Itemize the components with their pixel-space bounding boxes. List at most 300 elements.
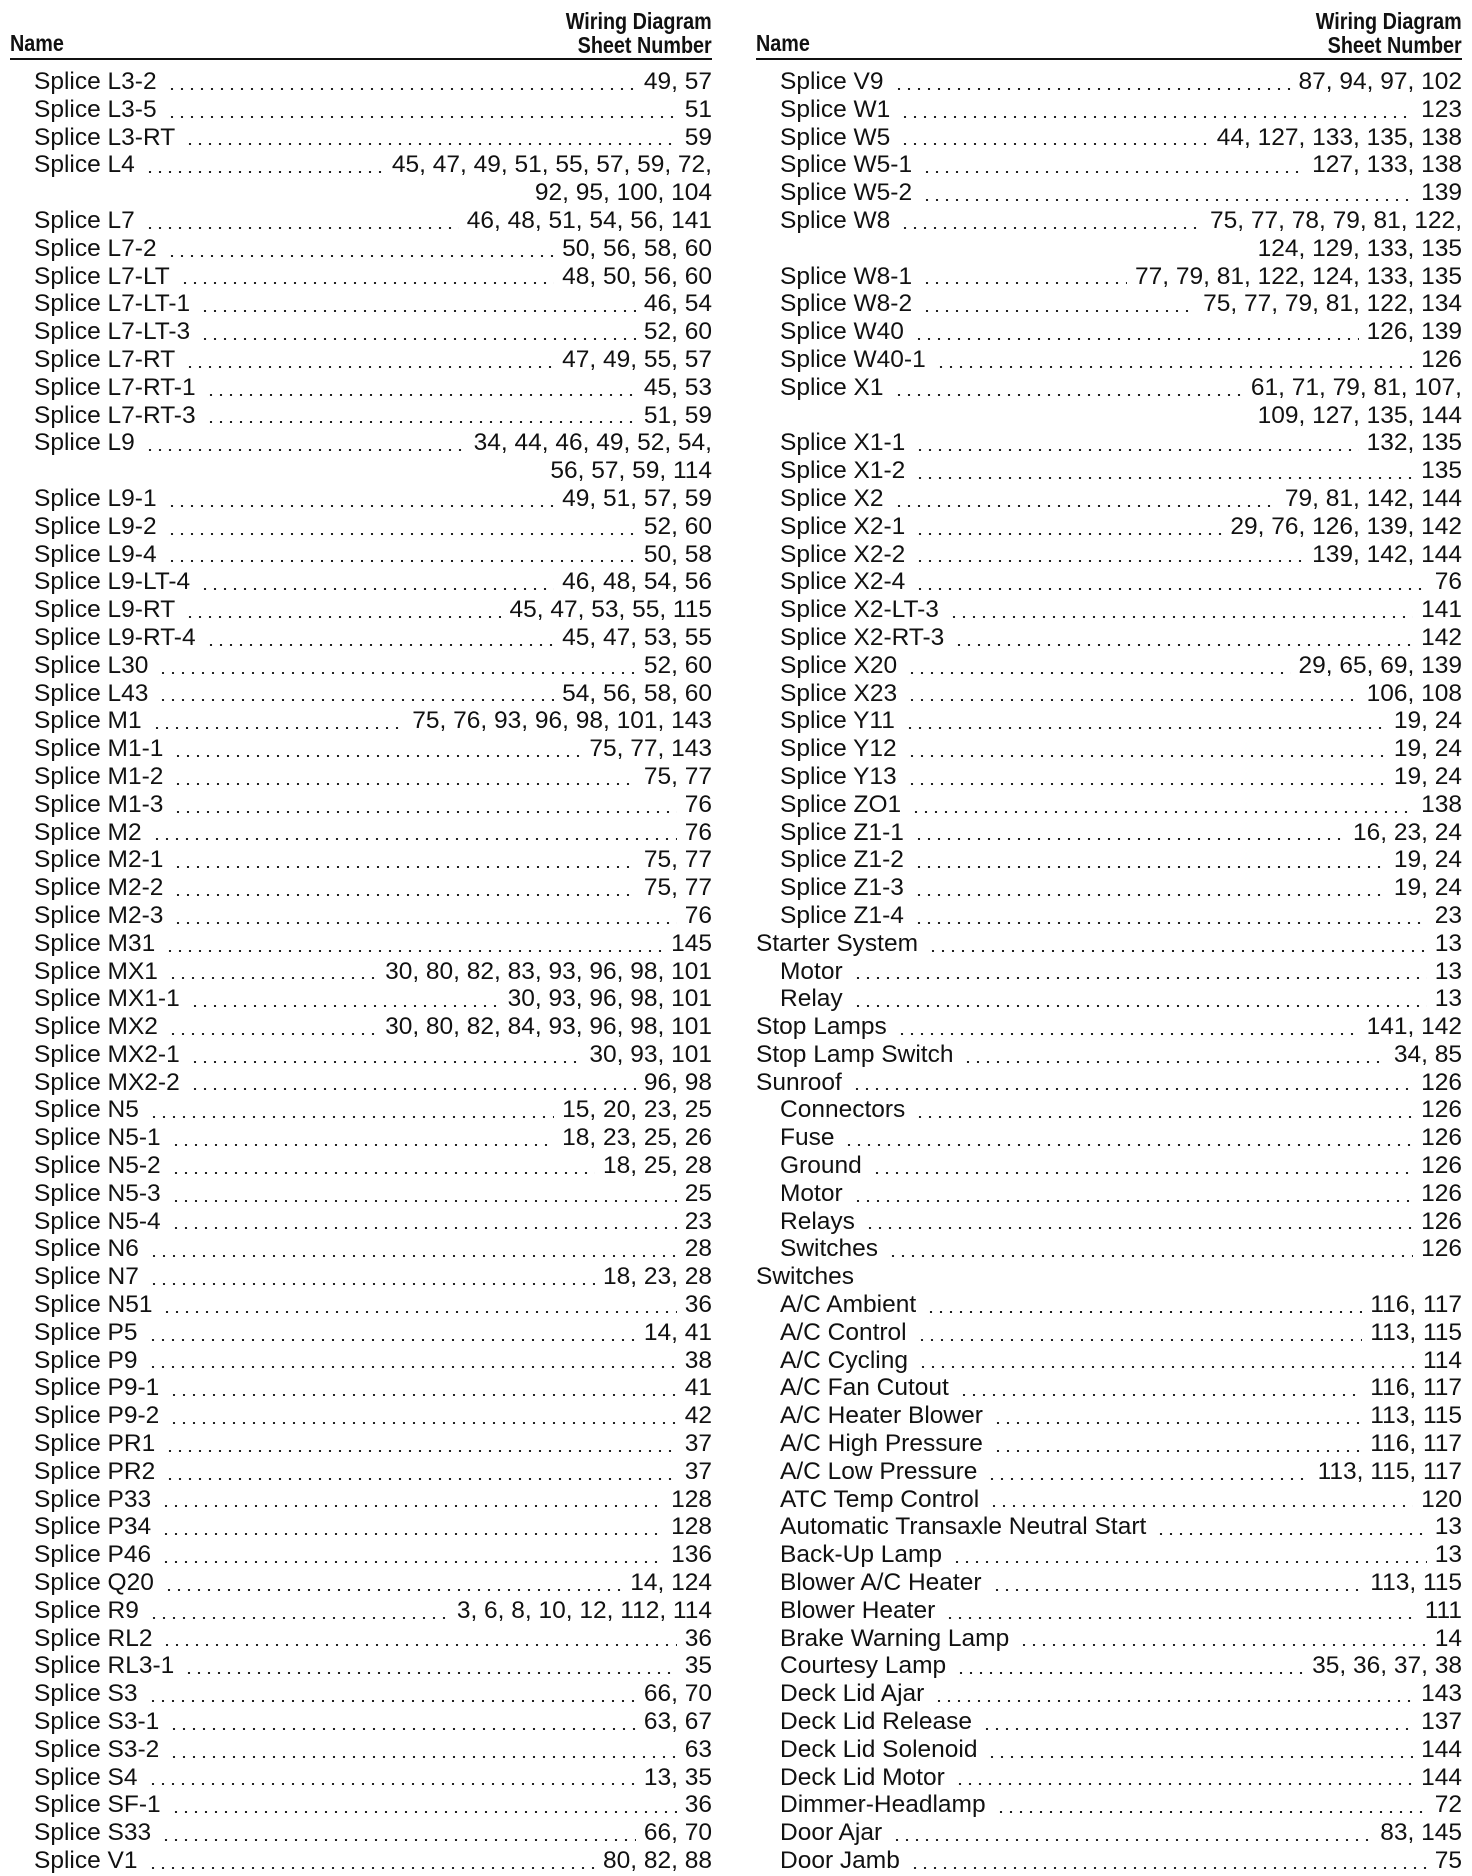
sheet-numbers: 30, 80, 82, 84, 93, 96, 98, 101 [385, 1013, 712, 1041]
dot-leader [918, 1366, 1415, 1368]
sheet-numbers: 25 [684, 1179, 712, 1207]
dot-leader [952, 1561, 1427, 1563]
dot-leader [149, 1116, 554, 1118]
entry-name: Splice Z1-2 [780, 846, 904, 874]
entry-name: Splice N5-2 [34, 1152, 161, 1180]
entry-name: Splice M1 [34, 707, 142, 735]
index-row [10, 485, 712, 513]
index-row [10, 1013, 712, 1041]
dot-leader [158, 699, 554, 701]
index-row [756, 485, 1462, 513]
dot-leader [894, 88, 1291, 90]
sheet-numbers: 63, 67 [643, 1708, 712, 1736]
dot-leader [907, 783, 1386, 785]
dot-leader [167, 560, 636, 562]
sheet-numbers: 128 [671, 1485, 712, 1513]
index-row [756, 179, 1462, 207]
dot-leader [200, 338, 636, 340]
sheet-numbers: 52, 60 [643, 512, 712, 540]
index-row [756, 429, 1462, 457]
sheet-numbers: 79, 81, 142, 144 [1284, 484, 1462, 512]
entry-name: Automatic Transaxle Neutral Start [780, 1513, 1147, 1541]
dot-leader [989, 1505, 1413, 1507]
dot-leader [915, 477, 1413, 479]
index-row [10, 1319, 712, 1347]
index-row [756, 1680, 1462, 1708]
sheet-numbers: 14 [1434, 1624, 1462, 1652]
sheet-numbers: 41 [684, 1374, 712, 1402]
sheet-numbers: 30, 93, 101 [589, 1040, 712, 1068]
sheet-numbers: 63 [684, 1735, 712, 1763]
entry-name: Splice RL3-1 [34, 1652, 175, 1680]
index-row [756, 1764, 1462, 1792]
index-row [756, 1069, 1462, 1097]
dot-leader [914, 894, 1386, 896]
dot-leader [206, 644, 555, 646]
entry-name: Splice M1-3 [34, 790, 164, 818]
dot-leader [928, 950, 1427, 952]
sheet-numbers: 37 [684, 1430, 712, 1458]
index-row [10, 1263, 712, 1291]
sheet-numbers: 145 [671, 929, 712, 957]
entry-name: A/C Low Pressure [780, 1457, 978, 1485]
sheet-numbers: 75, 77, 79, 81, 122, 134 [1203, 290, 1462, 318]
sheet-numbers: 50, 58 [643, 540, 712, 568]
sheet-numbers: 77, 79, 81, 122, 124, 133, 135 [1135, 262, 1462, 290]
entry-name: Splice R9 [34, 1596, 139, 1624]
column-header [10, 0, 712, 60]
index-row [10, 1819, 712, 1847]
dot-leader [152, 727, 405, 729]
sheet-numbers: 75 [1434, 1847, 1462, 1874]
dot-leader [168, 977, 377, 979]
index-row [756, 68, 1462, 96]
sheet-numbers: 45, 47, 53, 55, 115 [509, 596, 712, 624]
entry-name: Splice L7-RT-3 [34, 401, 196, 429]
dot-leader [905, 727, 1386, 729]
index-row [10, 374, 712, 402]
entry-name: Door Jamb [780, 1847, 900, 1874]
dot-leader [185, 143, 677, 145]
name-heading: Name [10, 30, 64, 56]
dot-leader [161, 1533, 663, 1535]
sheet-numbers: 37 [684, 1457, 712, 1485]
dot-leader [917, 1339, 1363, 1341]
dot-leader [959, 1394, 1362, 1396]
dot-leader [158, 672, 635, 674]
dot-leader [169, 1756, 676, 1758]
sheet-numbers: 49, 57 [643, 68, 712, 95]
sheet-numbers: 61, 71, 79, 81, 107, [1250, 373, 1462, 401]
entry-name: Splice L9-RT-4 [34, 623, 196, 651]
dot-leader [922, 171, 1304, 173]
dot-leader [915, 1116, 1413, 1118]
dot-leader [173, 783, 636, 785]
dot-leader [167, 116, 677, 118]
sheet-numbers: 48, 50, 56, 60 [562, 262, 712, 290]
entry-name: Splice PR2 [34, 1457, 156, 1485]
entry-name: Splice P9 [34, 1346, 138, 1374]
entry-name: Splice L9-2 [34, 512, 157, 540]
entry-name: Splice L43 [34, 679, 149, 707]
index-row [10, 791, 712, 819]
sheet-numbers: 75, 77 [643, 846, 712, 874]
entry-name: Sunroof [756, 1068, 842, 1096]
sheet-numbers: 13 [1434, 957, 1462, 985]
index-row [10, 1374, 712, 1402]
entry-name: Splice L7 [34, 206, 135, 234]
dot-leader [996, 1811, 1427, 1813]
entry-name: Stop Lamps [756, 1013, 887, 1041]
dot-leader [914, 838, 1345, 840]
dot-leader [900, 227, 1202, 229]
index-row [756, 1513, 1462, 1541]
dot-leader [173, 894, 636, 896]
dot-leader [206, 394, 636, 396]
dot-leader [914, 866, 1386, 868]
sheet-numbers: 87, 94, 97, 102 [1298, 68, 1462, 95]
dot-leader [910, 1867, 1427, 1869]
sheet-numbers: 66, 70 [643, 1819, 712, 1847]
dot-leader [911, 811, 1413, 813]
index-row [756, 263, 1462, 291]
dot-leader [987, 1478, 1309, 1480]
index-row [10, 707, 712, 735]
dot-leader [872, 1172, 1413, 1174]
index-row [10, 902, 712, 930]
entry-name: Splice MX2 [34, 1013, 158, 1041]
entry-name: Splice S33 [34, 1819, 152, 1847]
index-row [10, 624, 712, 652]
entry-name: Splice P33 [34, 1485, 152, 1513]
dot-leader [169, 1394, 676, 1396]
index-row [756, 1263, 1462, 1291]
index-row [756, 1096, 1462, 1124]
entry-name: Splice X2-4 [780, 568, 906, 596]
index-row [756, 513, 1462, 541]
index-row-continuation [756, 235, 1462, 263]
index-row [756, 680, 1462, 708]
dot-leader [915, 588, 1426, 590]
dot-leader [165, 1450, 677, 1452]
entry-name: Splice N5-4 [34, 1207, 161, 1235]
sheet-numbers: 139, 142, 144 [1312, 540, 1462, 568]
entry-name: Splice M1-2 [34, 762, 164, 790]
index-row [10, 1708, 712, 1736]
dot-leader [200, 310, 636, 312]
index-row [756, 596, 1462, 624]
index-row [756, 819, 1462, 847]
sheet-numbers: 126 [1421, 1179, 1462, 1207]
dot-leader [169, 1422, 676, 1424]
sheet-numbers: 51 [684, 95, 712, 123]
sheet-numbers: 15, 20, 23, 25 [562, 1096, 712, 1124]
sheet-numbers: 136 [671, 1541, 712, 1569]
entry-name: Splice X23 [780, 679, 898, 707]
entry-name: Splice L7-2 [34, 234, 157, 262]
index-row [756, 1180, 1462, 1208]
index-row [756, 1791, 1462, 1819]
index-row [10, 290, 712, 318]
dot-leader [184, 1672, 676, 1674]
entry-name: Splice X2-1 [780, 512, 906, 540]
dot-leader [190, 1061, 582, 1063]
sheet-numbers: 46, 48, 54, 56 [562, 568, 712, 596]
sheet-numbers: 13 [1434, 1541, 1462, 1569]
sheet-numbers: 113, 115 [1370, 1569, 1462, 1597]
name-heading: Name [756, 30, 810, 56]
dot-leader [934, 1700, 1413, 1702]
sheet-numbers: 106, 108 [1366, 679, 1462, 707]
entry-name: Splice N5-1 [34, 1124, 161, 1152]
entry-name: Splice M2-3 [34, 901, 164, 929]
index-row [756, 1847, 1462, 1875]
sheet-numbers: 59 [684, 123, 712, 151]
sheet-numbers: 120 [1421, 1485, 1462, 1513]
index-row [10, 346, 712, 374]
entry-name: Deck Lid Solenoid [780, 1735, 978, 1763]
dot-leader [152, 838, 677, 840]
entry-name: A/C Fan Cutout [780, 1374, 949, 1402]
sheet-numbers: 3, 6, 8, 10, 12, 112, 114 [456, 1596, 712, 1624]
index-row [10, 1180, 712, 1208]
sheet-numbers: 126 [1421, 345, 1462, 373]
index-row [10, 1680, 712, 1708]
sheet-numbers: 36 [684, 1624, 712, 1652]
index-row [756, 1347, 1462, 1375]
sheet-numbers: 109, 127, 135, 144 [1257, 401, 1462, 429]
entry-name: Deck Lid Motor [780, 1763, 945, 1791]
index-row [10, 1625, 712, 1653]
dot-leader [915, 449, 1358, 451]
dot-leader [949, 616, 1413, 618]
index-row [756, 652, 1462, 680]
index-row [756, 1569, 1462, 1597]
entry-name: Splice S3-2 [34, 1735, 160, 1763]
index-row [10, 958, 712, 986]
sheet-numbers: 126 [1421, 1068, 1462, 1096]
dot-leader [185, 366, 554, 368]
dot-leader [915, 533, 1222, 535]
index-row [10, 1541, 712, 1569]
entry-name: Splice L4 [34, 151, 135, 179]
entry-name: ATC Temp Control [780, 1485, 980, 1513]
index-row [10, 1235, 712, 1263]
dot-leader [171, 1227, 677, 1229]
index-row [756, 1013, 1462, 1041]
sheet-numbers: 114 [1422, 1346, 1462, 1374]
entry-name: Splice L9-4 [34, 540, 157, 568]
index-row [756, 1124, 1462, 1152]
sheet-numbers: 38 [684, 1346, 712, 1374]
entry-name: Splice S3 [34, 1680, 138, 1708]
dot-leader [993, 1422, 1362, 1424]
sheet-numbers: 19, 24 [1393, 762, 1462, 790]
entry-name: Splice Y12 [780, 735, 897, 763]
sheet-numbers: 30, 80, 82, 83, 93, 96, 98, 101 [385, 957, 712, 985]
entry-name: Door Ajar [780, 1819, 883, 1847]
sheet-number-heading [1316, 9, 1462, 57]
entry-name: Splice W5-1 [780, 151, 913, 179]
dot-leader [894, 505, 1277, 507]
entry-name: A/C High Pressure [780, 1430, 983, 1458]
index-row [756, 930, 1462, 958]
index-row-continuation [10, 179, 712, 207]
dot-leader [173, 755, 581, 757]
index-row [756, 96, 1462, 124]
dot-leader [161, 1561, 663, 1563]
dot-leader [161, 1839, 636, 1841]
dot-leader [145, 227, 459, 229]
index-row [756, 568, 1462, 596]
index-row [756, 1235, 1462, 1263]
index-row [10, 1764, 712, 1792]
entry-name: Splice M1-1 [34, 735, 164, 763]
dot-leader [167, 505, 555, 507]
entry-name: Splice X1-1 [780, 429, 906, 457]
index-row [10, 318, 712, 346]
sheet-numbers: 116, 117 [1370, 1291, 1462, 1319]
index-row [756, 1625, 1462, 1653]
entry-name: Splice M2-2 [34, 874, 164, 902]
dot-leader [955, 1783, 1413, 1785]
entry-name: Splice Y13 [780, 762, 897, 790]
entry-name: Splice L9-LT-4 [34, 568, 191, 596]
entry-name: Splice N5-3 [34, 1179, 161, 1207]
dot-leader [993, 1450, 1362, 1452]
dot-leader [200, 588, 554, 590]
entry-name: Splice L7-LT-3 [34, 318, 191, 346]
index-row [10, 763, 712, 791]
entry-name: Switches [756, 1263, 855, 1291]
sheet-numbers: 46, 48, 51, 54, 56, 141 [466, 206, 712, 234]
index-row [10, 735, 712, 763]
sheet-numbers: 16, 23, 24 [1353, 818, 1462, 846]
dot-leader [149, 1255, 677, 1257]
dot-leader [992, 1589, 1363, 1591]
entry-name: Splice L7-RT-1 [34, 373, 196, 401]
index-row [10, 1597, 712, 1625]
entry-name: Splice P9-1 [34, 1374, 160, 1402]
right-column [756, 0, 1462, 1875]
dot-leader [852, 1088, 1413, 1090]
index-row [10, 568, 712, 596]
index-row [10, 68, 712, 96]
entry-name: Splice L3-2 [34, 68, 157, 95]
entry-name: Splice N6 [34, 1235, 139, 1263]
index-row [10, 1124, 712, 1152]
sheet-numbers: 44, 127, 133, 135, 138 [1216, 123, 1462, 151]
entry-name: Splice L3-5 [34, 95, 157, 123]
entry-name: Splice X20 [780, 651, 898, 679]
entry-name: Splice P5 [34, 1318, 138, 1346]
index-row [756, 1541, 1462, 1569]
sheet-numbers: 13 [1434, 929, 1462, 957]
sheet-numbers: 126 [1421, 1235, 1462, 1263]
index-row [756, 1430, 1462, 1458]
index-row-continuation [10, 457, 712, 485]
dot-leader [165, 1478, 677, 1480]
entry-name: Relay [780, 985, 843, 1013]
index-row [10, 1569, 712, 1597]
index-row [10, 513, 712, 541]
entry-name: Dimmer-Headlamp [780, 1791, 986, 1819]
dot-leader [149, 1283, 595, 1285]
index-row [756, 874, 1462, 902]
sheet-numbers: 13 [1434, 1513, 1462, 1541]
dot-leader [844, 1144, 1413, 1146]
sheet-numbers: 13, 35 [643, 1763, 712, 1791]
index-row [756, 1402, 1462, 1430]
sheet-numbers: 47, 49, 55, 57 [562, 345, 712, 373]
index-row [10, 1208, 712, 1236]
index-row [756, 958, 1462, 986]
sheet-numbers: 123 [1421, 95, 1462, 123]
dot-leader [922, 310, 1195, 312]
dot-leader [167, 88, 636, 90]
entry-name: Splice L9-1 [34, 484, 157, 512]
entry-name: Motor [780, 1179, 843, 1207]
index-row [756, 1597, 1462, 1625]
index-row [756, 1486, 1462, 1514]
sheet-numbers: 143 [1421, 1680, 1462, 1708]
entry-name: Splice W5-2 [780, 179, 913, 207]
dot-leader [162, 1644, 676, 1646]
entry-name: Splice Q20 [34, 1569, 154, 1597]
index-list [756, 68, 1462, 1875]
index-row [10, 596, 712, 624]
dot-leader [853, 977, 1427, 979]
dot-leader [914, 922, 1427, 924]
entry-name: Splice W8-1 [780, 262, 913, 290]
entry-name: Splice V9 [780, 68, 884, 95]
dot-leader [853, 1200, 1413, 1202]
sheet-numbers: 45, 47, 53, 55 [562, 623, 712, 651]
index-row [10, 429, 712, 457]
index-row [756, 318, 1462, 346]
entry-name: Splice P34 [34, 1513, 152, 1541]
index-row [10, 652, 712, 680]
entry-name: Splice Z1-3 [780, 874, 904, 902]
index-row [10, 1652, 712, 1680]
entry-name: Splice W5 [780, 123, 891, 151]
entry-name: Splice X2-RT-3 [780, 623, 945, 651]
entry-name: Splice X2 [780, 484, 884, 512]
index-row [756, 541, 1462, 569]
dot-leader [165, 950, 663, 952]
sheet-numbers: 92, 95, 100, 104 [534, 179, 712, 207]
sheet-numbers: 18, 23, 28 [603, 1263, 712, 1291]
dot-leader [173, 811, 676, 813]
entry-name: Relays [780, 1207, 855, 1235]
sheet-numbers: 126 [1421, 1096, 1462, 1124]
index-row [756, 1152, 1462, 1180]
entry-name: Blower Heater [780, 1596, 936, 1624]
index-row [756, 151, 1462, 179]
sheet-numbers: 75, 77 [643, 762, 712, 790]
index-row [10, 96, 712, 124]
index-row [756, 1208, 1462, 1236]
sheet-numbers: 141, 142 [1366, 1013, 1462, 1041]
sheet-heading-line-2: Sheet Number [577, 32, 712, 58]
sheet-numbers: 56, 57, 59, 114 [550, 457, 712, 485]
sheet-numbers: 80, 82, 88 [603, 1847, 712, 1874]
index-row [756, 791, 1462, 819]
index-row [756, 735, 1462, 763]
entry-name: A/C Cycling [780, 1346, 908, 1374]
dot-leader [171, 1144, 555, 1146]
sheet-numbers: 139 [1421, 179, 1462, 207]
